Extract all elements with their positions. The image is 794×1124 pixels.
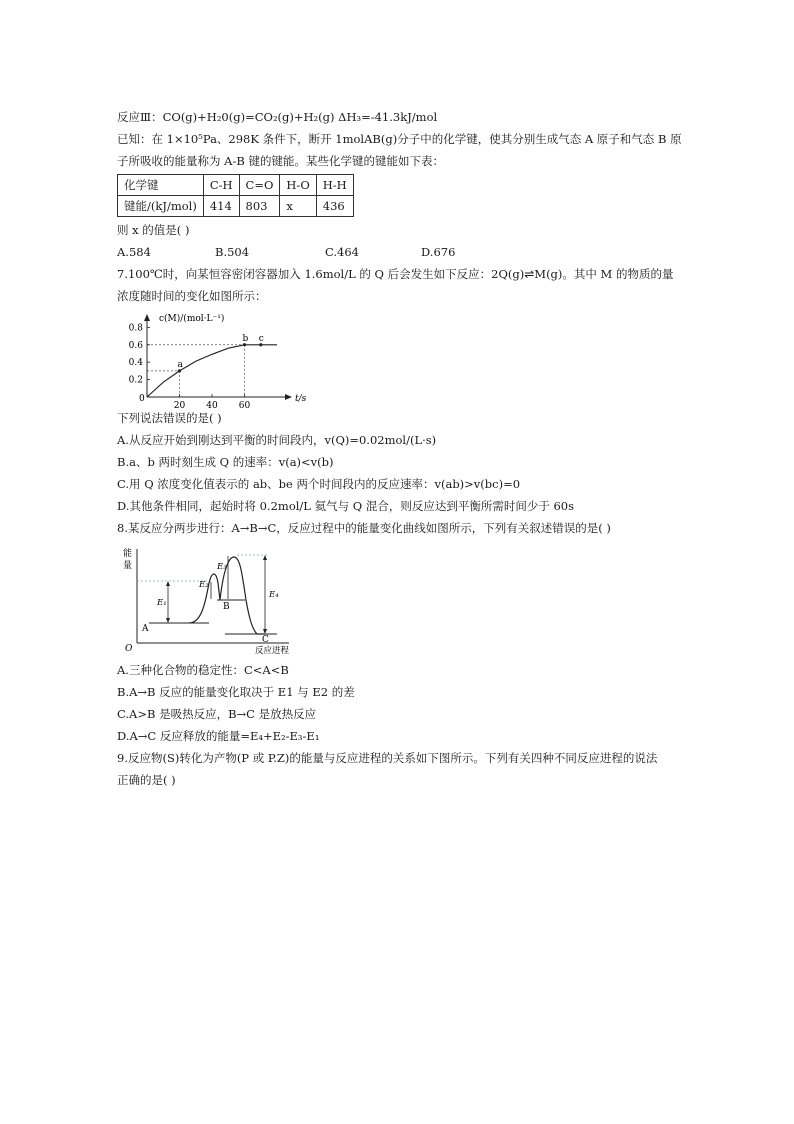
q8-option-b: B.A→B 反应的能量变化取决于 E1 与 E2 的差 — [117, 685, 355, 699]
label-c: C — [262, 635, 269, 645]
table-cell: 436 — [316, 196, 353, 217]
energy-curve — [189, 557, 265, 634]
energy-ylabel-top: 能 — [123, 549, 133, 559]
y-axis-arrow — [144, 314, 150, 321]
q9-line1: 9.反应物(S)转化为产物(P 或 P.Z)的能量与反应进程的关系如下图所示。下列有关四种不同反应进程的说法 — [117, 751, 658, 765]
x-axis-arrow — [285, 394, 292, 400]
q6-options — [117, 241, 697, 263]
e2-label: E₂ — [199, 580, 209, 590]
table-cell: H-O — [280, 175, 316, 196]
energy-ylabel-bottom: 量 — [123, 561, 133, 571]
table-cell: 化学键 — [118, 175, 204, 196]
q7-line1 — [117, 263, 697, 285]
q7-option-a: A.从反应开始到刚达到平衡的时间段内，v(Q)=0.02mol/(L·s) — [117, 433, 437, 447]
table-cell: 键能/(kJ/mol) — [118, 196, 204, 217]
bond-energy-table — [117, 174, 354, 217]
q8-option-c: C.A>B 是吸热反应，B→C 是放热反应 — [117, 707, 317, 721]
q7-prompt: 下列说法错误的是( ) — [117, 411, 222, 425]
q9-line2: 正确的是( ) — [117, 773, 176, 787]
e4-arrowhead-bottom — [263, 629, 267, 634]
table-cell: x — [280, 196, 316, 217]
q7-line2: 浓度随时间的变化如图所示： — [117, 289, 267, 303]
reaction3-text: 反应Ⅲ：CO(g)+H₂0(g)=CO₂(g)+H₂(g) ΔH₃=-41.3kJ/mol — [117, 110, 438, 124]
energy-xlabel: 反应进程 — [255, 646, 290, 656]
point-label: b — [242, 333, 249, 344]
y-tick-label: 0.4 — [128, 358, 143, 369]
label-a: A — [142, 624, 149, 634]
energy-diagram — [117, 543, 297, 655]
q6-option-d: D.676 — [421, 245, 456, 259]
q6-option-b: B.504 — [215, 245, 250, 259]
table-cell: C-H — [203, 175, 239, 196]
x-tick-label: 20 — [173, 401, 186, 411]
chart-guides — [147, 345, 245, 397]
table-cell: 803 — [239, 196, 280, 217]
table-row — [118, 175, 354, 196]
q7-option-b: B.a、b 两时刻生成 Q 的速率：v(a)<v(b) — [117, 455, 334, 469]
point-label: a — [177, 359, 183, 370]
table-row — [118, 196, 354, 217]
e1-arrowhead-bottom — [166, 618, 170, 623]
q7-option-d: D.其他条件相同，起始时将 0.2mol/L 氦气与 Q 混合，则反应达到平衡所需时间少于 60s — [117, 499, 575, 513]
q6-option-c: C.464 — [325, 245, 359, 259]
q6-prompt: 则 x 的值是( ) — [117, 223, 190, 237]
e1-arrowhead-top — [166, 581, 170, 586]
q6-option-a: A.584 — [117, 245, 151, 259]
point-label: c — [258, 333, 264, 344]
q7-option-c: C.用 Q 浓度变化值表示的 ab、be 两个时间段内的反应速率：v(ab)>v(bc)=0 — [117, 477, 521, 491]
e4-label: E₄ — [269, 590, 279, 600]
known-text-line1: 已知：在 1×10⁵Pa、298K 条件下，断开 1molAB(g)分子中的化学键，使其分别生成气态 A 原子和气态 B 原 — [117, 132, 682, 146]
q7-line1-pre: 7.100℃时，向某恒容密闭容器加入 1.6mol/L 的 Q 后会发生如下反应：2Q(g) — [117, 267, 525, 281]
y-tick-label: 0.6 — [128, 340, 143, 351]
table-cell: C=O — [239, 175, 280, 196]
e3-label: E₃ — [217, 562, 227, 572]
q8-option-d: D.A→C 反应释放的能量=E₄+E₂-E₃-E₁ — [117, 729, 320, 743]
e4-arrowhead-top — [263, 555, 267, 560]
series-line — [147, 345, 277, 397]
q8-prompt: 8.某反应分两步进行：A→B→C，反应过程中的能量变化曲线如图所示，下列有关叙述错误的是( ) — [117, 521, 611, 535]
q7-line1-post: M(g)。其中 M 的物质的量 — [534, 267, 674, 281]
chart-points — [178, 334, 264, 373]
e1-label: E₁ — [157, 598, 167, 608]
table-cell: H-H — [316, 175, 353, 196]
origin-label: 0 — [139, 394, 145, 404]
energy-origin: O — [125, 644, 133, 654]
y-tick-label: 0.2 — [128, 375, 143, 386]
x-axis-label: t/s — [295, 394, 307, 404]
label-b: B — [223, 602, 230, 612]
y-axis-label: c(M)/(mol·L⁻¹) — [159, 314, 225, 324]
y-tick-label: 0.8 — [128, 323, 143, 334]
table-cell: 414 — [203, 196, 239, 217]
x-tick-label: 40 — [206, 401, 218, 411]
x-tick-label: 60 — [238, 401, 251, 411]
equilibrium-arrows-icon: ⇌ — [524, 267, 535, 281]
known-text-line2: 子所吸收的能量称为 A-B 键的键能。某些化学键的键能如下表： — [117, 154, 444, 168]
exam-page — [117, 106, 697, 791]
concentration-chart — [117, 311, 317, 411]
q8-option-a: A.三种化合物的稳定性：C<A<B — [117, 663, 289, 677]
